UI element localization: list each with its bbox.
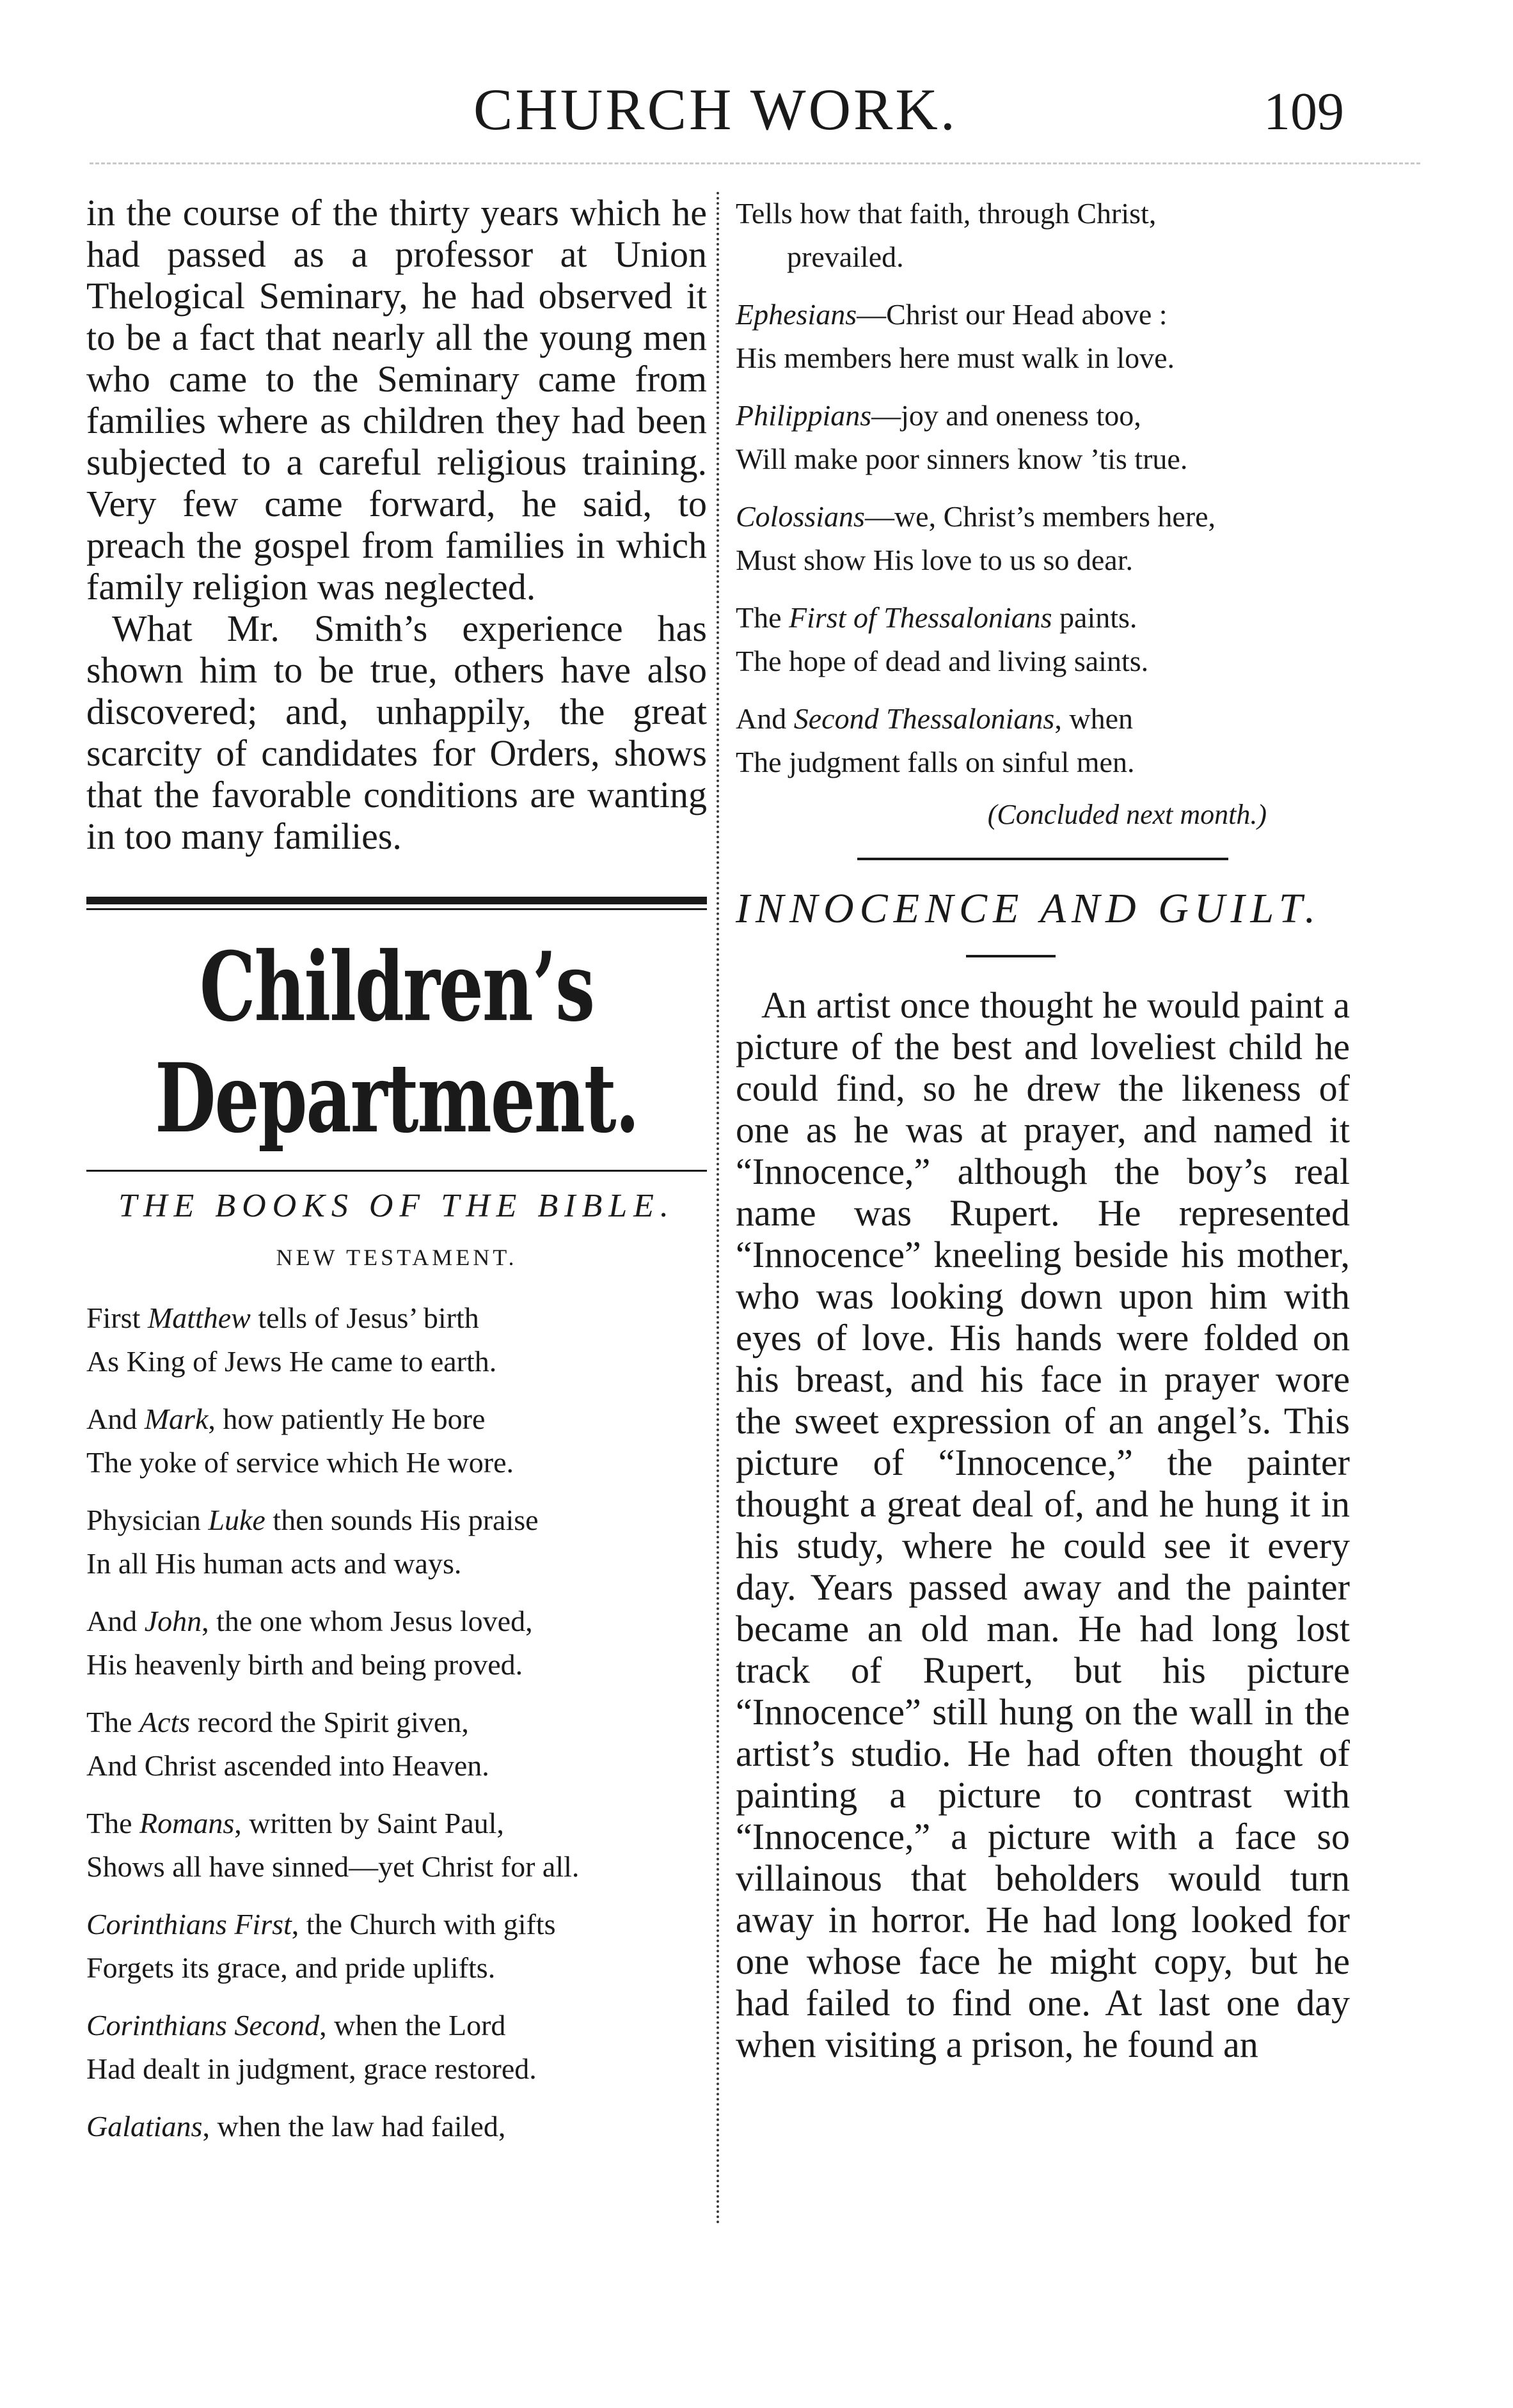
verse-line: Philippians—joy and oneness too, — [736, 399, 1141, 432]
story-prose — [736, 984, 1350, 2065]
book-name: Matthew — [147, 1302, 251, 1334]
title-ornament-rule — [966, 955, 1056, 957]
verse-line: Colossians—we, Christ’s members here, — [736, 500, 1216, 533]
stanza — [86, 1701, 707, 1788]
stanza — [86, 1802, 707, 1889]
verse-line: prevailed. — [787, 240, 904, 273]
paragraph: An artist once thought he would paint a picture of the best and loveliest child he could find, so he drew the likeness of one as he was at prayer, and named it “Innocence,” although the boy’s real name was Rupert. He represented “Innocence” kneeling beside his mother, who was looking down upon him with eyes of love. His hands were folded on his breast, and his face in prayer wore the sweet expression of an angel’s. This picture of “Innocence,” the painter thought a great deal of, and he hung it in his study, where he could see it every day. Years passed away and the painter became an old man. He had long lost track of Rupert, but his picture “Innocence” still hung on the wall in the artist’s studio. He had often thought of painting a picture to contrast with “Innocence,” a picture with a face so villainous that beholders would turn away in horror. He had long looked for one whose face he might copy, but he had failed to find one. At last one day when visiting a prison, he found an — [736, 984, 1350, 2065]
paragraph: in the course of the thirty years which he had passed as a professor at Union Thelogical Seminary, he had observed it to be a fact that nearly all the young men who came to the Seminary came from families where as children they had been subjected to a careful religious training. Very few came forward, he said, to preach the gospel from families in which family religion was neglected. — [86, 192, 707, 608]
verse-line: Shows all have sinned—yet Christ for all. — [86, 1850, 580, 1883]
left-column — [86, 192, 707, 2162]
book-name: Philippians — [736, 399, 872, 432]
section-subtitle: NEW TESTAMENT. — [276, 1245, 518, 1270]
verse-line: And John, the one whom Jesus loved, — [86, 1605, 533, 1637]
stanza — [86, 1903, 707, 1990]
stanza — [736, 394, 1350, 481]
book-name: Second Thessalonians — [793, 702, 1055, 735]
stanza — [736, 495, 1350, 582]
verse-line: Tells how that faith, through Christ, — [736, 197, 1157, 230]
verse-line: The yoke of service which He wore. — [86, 1446, 514, 1479]
poem-left — [86, 1296, 707, 2148]
verse-line: Corinthians First, the Church with gifts — [86, 1908, 556, 1940]
section-rule — [857, 858, 1228, 860]
book-name: Corinthians Second — [86, 2009, 320, 2042]
book-name: Romans — [139, 1807, 235, 1839]
right-column — [736, 192, 1350, 2065]
running-title: CHURCH WORK. — [473, 77, 958, 142]
header-rule — [90, 162, 1420, 164]
verse-line: First Matthew tells of Jesus’ birth — [86, 1302, 479, 1334]
verse-line: The judgment falls on sinful men. — [736, 746, 1135, 778]
concluded-note: (Concluded next month.) — [987, 799, 1267, 830]
book-name: Luke — [208, 1504, 265, 1536]
verse-line: The First of Thessalonians paints. — [736, 601, 1137, 634]
left-prose — [86, 192, 707, 857]
stanza — [86, 1600, 707, 1687]
stanza — [86, 2004, 707, 2091]
stanza — [736, 293, 1350, 380]
stanza — [86, 2105, 707, 2148]
book-name: First of Thessalonians — [789, 601, 1052, 634]
stanza — [736, 697, 1350, 784]
book-name: Corinthians First — [86, 1908, 292, 1940]
page-number: 109 — [1263, 82, 1344, 141]
stanza — [86, 1296, 707, 1383]
column-divider — [717, 192, 719, 2226]
verse-line: Had dealt in judgment, grace restored. — [86, 2052, 537, 2085]
stanza — [86, 1499, 707, 1586]
verse-line: In all His human acts and ways. — [86, 1547, 462, 1580]
story-title: INNOCENCE AND GUILT. — [736, 885, 1322, 932]
paragraph: What Mr. Smith’s experience has shown him to be true, others have also discovered; and, unhappily, the great scarcity of candidates for Orders, shows that the favorable conditions are wanting in too many families. — [86, 608, 707, 857]
book-name: Mark — [144, 1403, 209, 1435]
book-name: Galatians — [86, 2110, 203, 2143]
verse-line: The Romans, written by Saint Paul, — [86, 1807, 504, 1839]
stanza — [736, 596, 1350, 683]
book-name: Acts — [139, 1706, 191, 1738]
book-name: John — [144, 1605, 202, 1637]
verse-line: As King of Jews He came to earth. — [86, 1345, 497, 1378]
verse-line: Galatians, when the law had failed, — [86, 2110, 506, 2143]
stanza — [86, 1397, 707, 1484]
verse-line: And Mark, how patiently He bore — [86, 1403, 486, 1435]
stanza-continued — [736, 192, 1350, 279]
verse-line: Forgets its grace, and pride uplifts. — [86, 1951, 496, 1984]
verse-line: Must show His love to us so dear. — [736, 544, 1133, 576]
running-head — [0, 75, 1513, 146]
book-name: Colossians — [736, 500, 865, 533]
verse-line: And Second Thessalonians, when — [736, 702, 1133, 735]
section-title: THE BOOKS OF THE BIBLE. — [118, 1188, 675, 1224]
verse-line: The hope of dead and living saints. — [736, 645, 1149, 677]
verse-line: Ephesians—Christ our Head above : — [736, 298, 1168, 331]
verse-line: The Acts record the Spirit given, — [86, 1706, 469, 1738]
verse-line: And Christ ascended into Heaven. — [86, 1749, 489, 1782]
department-title: Children’s Department. — [155, 931, 638, 1154]
verse-line: Corinthians Second, when the Lord — [86, 2009, 506, 2042]
heavy-rule — [86, 897, 707, 904]
verse-line: His members here must walk in love. — [736, 342, 1175, 374]
thin-rule — [86, 908, 707, 910]
verse-line: Will make poor sinners know ’tis true. — [736, 443, 1188, 475]
verse-line: His heavenly birth and being proved. — [86, 1648, 523, 1681]
verse-line: Physician Luke then sounds His praise — [86, 1504, 539, 1536]
book-name: Ephesians — [736, 298, 857, 331]
section-rule — [86, 1170, 707, 1172]
